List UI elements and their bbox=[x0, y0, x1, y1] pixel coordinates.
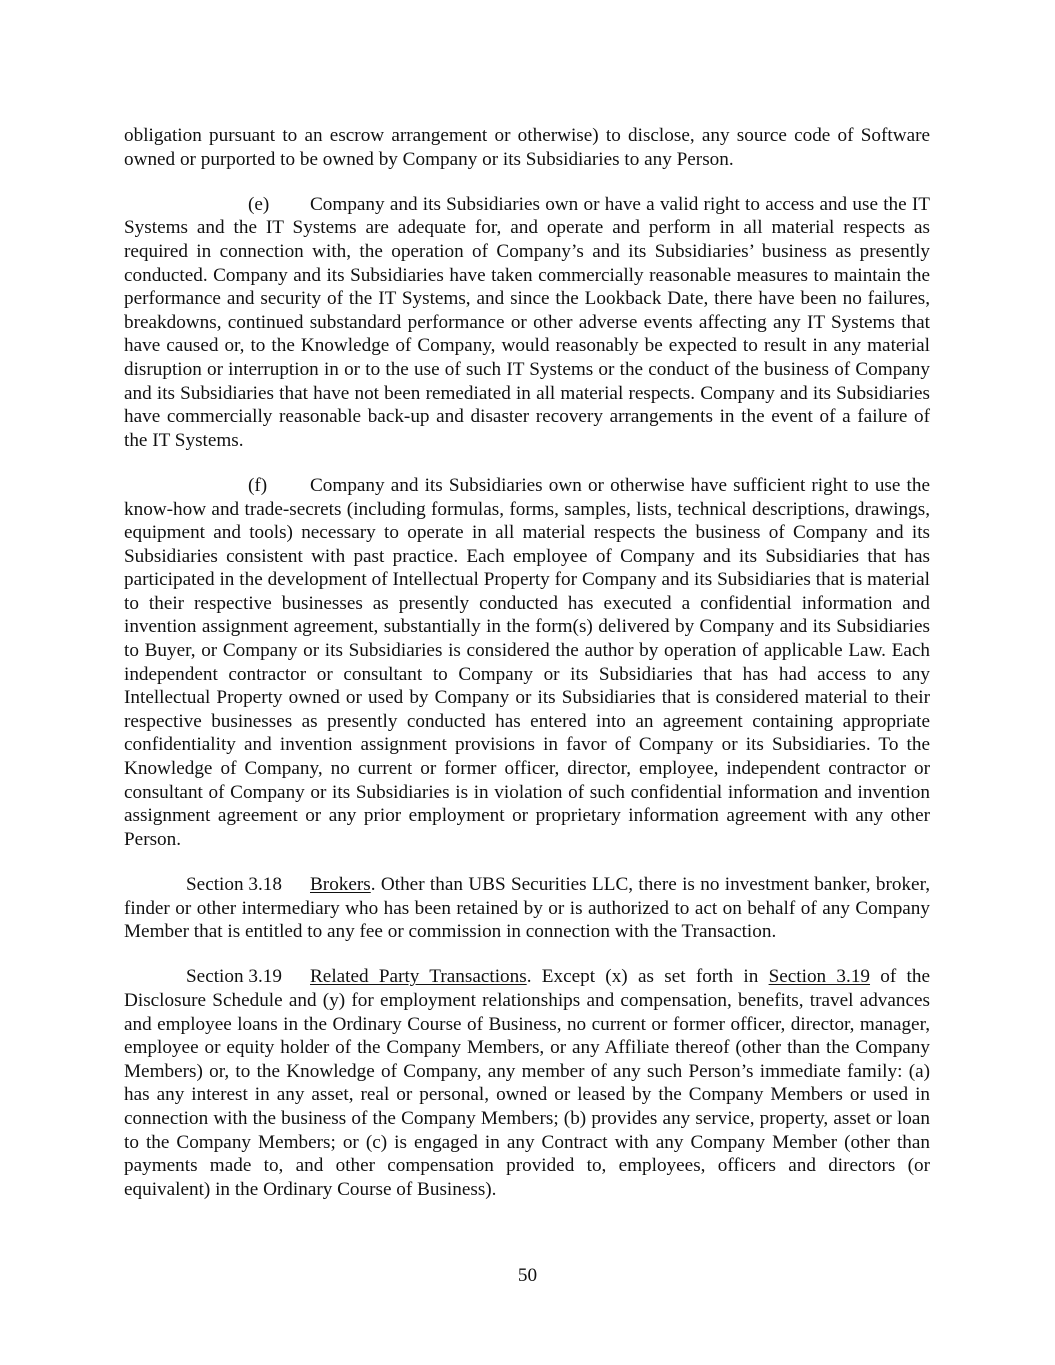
page-body bbox=[124, 124, 930, 1223]
section-3-18-title: Brokers bbox=[310, 874, 371, 895]
section-3-19 bbox=[124, 965, 930, 1201]
section-3-19-number: Section 3.19 bbox=[186, 966, 282, 988]
paragraph-e-text: Company and its Subsidiaries own or have a valid right to access and use the IT Systems and the IT Systems are adequate for, and operate and perform in all material respects as required in connection with, the operation of Company’s and its Subsidiaries’ business as presently conducted. Company and its Subsidiaries have taken commercially reasonable measures to maintain the performance and security of the IT Systems, and since the Lookback Date, there have been no failures, breakdowns, continued substandard performance or other adverse events affecting any IT Systems that have caused or, to the Knowledge of Company, would reasonably be expected to result in any material disruption or interruption in or to the use of such IT Systems or the conduct of the business of Company and its Subsidiaries that have not been remediated in all material respects. Company and its Subsidiaries have commercially reasonable back-up and disaster recovery arrangements in the event of a failure of the IT Systems. bbox=[124, 193, 930, 451]
paragraph-e-label: (e) bbox=[248, 193, 270, 215]
page-number: 50 bbox=[517, 1265, 538, 1286]
paragraph-f-label: (f) bbox=[248, 474, 268, 496]
section-3-19-text-after: of the Disclosure Schedule and (y) for employment relationships and compensation, benefits, travel advances and employee loans in the Ordinary Course of Business, no current or former officer, director, manager, employee or equity holder of the Company Members, or any Affiliate thereof (other than the Company Members) or, to the Knowledge of Company, any member of any such Person’s immediate family: (a) has any interest in any asset, real or personal, owned or leased by the Company Members or used in connection with the business of the Company Members; (b) provides any service, property, asset or loan to the Company Members; or (c) is engaged in any Contract with any Company Member (other than payments made to, and other compensation provided to, employees, officers and directors (or equivalent) in the Ordinary Course of Business). bbox=[124, 966, 930, 1200]
paragraph-f-text: Company and its Subsidiaries own or otherwise have sufficient right to use the know-how and trade-secrets (including formulas, forms, samples, lists, technical descriptions, drawings, equipment and tools) necessary to operate in all material respects the business of Company and its Subsidiaries consistent with past practice. Each employee of Company and its Subsidiaries that has participated in the development of Intellectual Property for Company and its Subsidiaries that is material to their respective businesses as presently conducted has executed a confidential information and invention assignment agreement, substantially in the form(s) delivered by Company and its Subsidiaries to Buyer, or Company or its Subsidiaries is considered the author by operation of applicable Law. Each independent contractor or consultant to Company or its Subsidiaries that has had access to any Intellectual Property owned or used by Company or its Subsidiaries that is considered material to their respective businesses as presently conducted has entered into an agreement containing appropriate confidentiality and invention assignment provisions in favor of Company or its Subsidiaries. To the Knowledge of Company, no current or former officer, director, employee, independent contractor or consultant of Company or its Subsidiaries is in violation of such confidential information and invention assignment agreement or any prior employment or proprietary information agreement with any other Person. bbox=[124, 474, 930, 850]
section-3-19-title: Related Party Transactions bbox=[310, 966, 527, 988]
section-3-19-text-before: . Except (x) as set forth in bbox=[526, 966, 769, 988]
section-3-18-number: Section 3.18 bbox=[186, 874, 282, 895]
paragraph-f bbox=[124, 474, 930, 852]
section-3-19-reference: Section 3.19 bbox=[768, 966, 871, 988]
continuation-paragraph: obligation pursuant to an escrow arrangement or otherwise) to disclose, any source code of Software owned or purported to be owned by Company or its Subsidiaries to any Person. bbox=[124, 125, 930, 170]
paragraph-e bbox=[124, 193, 930, 453]
section-3-18 bbox=[124, 873, 930, 944]
section-3-18-text: . Other than UBS Securities LLC, there is no investment banker, broker, finder or other intermediary who has been retained by or is authorized to act on behalf of any Company Member that is entitled to any fee or commission in connection with the Transaction. bbox=[124, 874, 930, 943]
